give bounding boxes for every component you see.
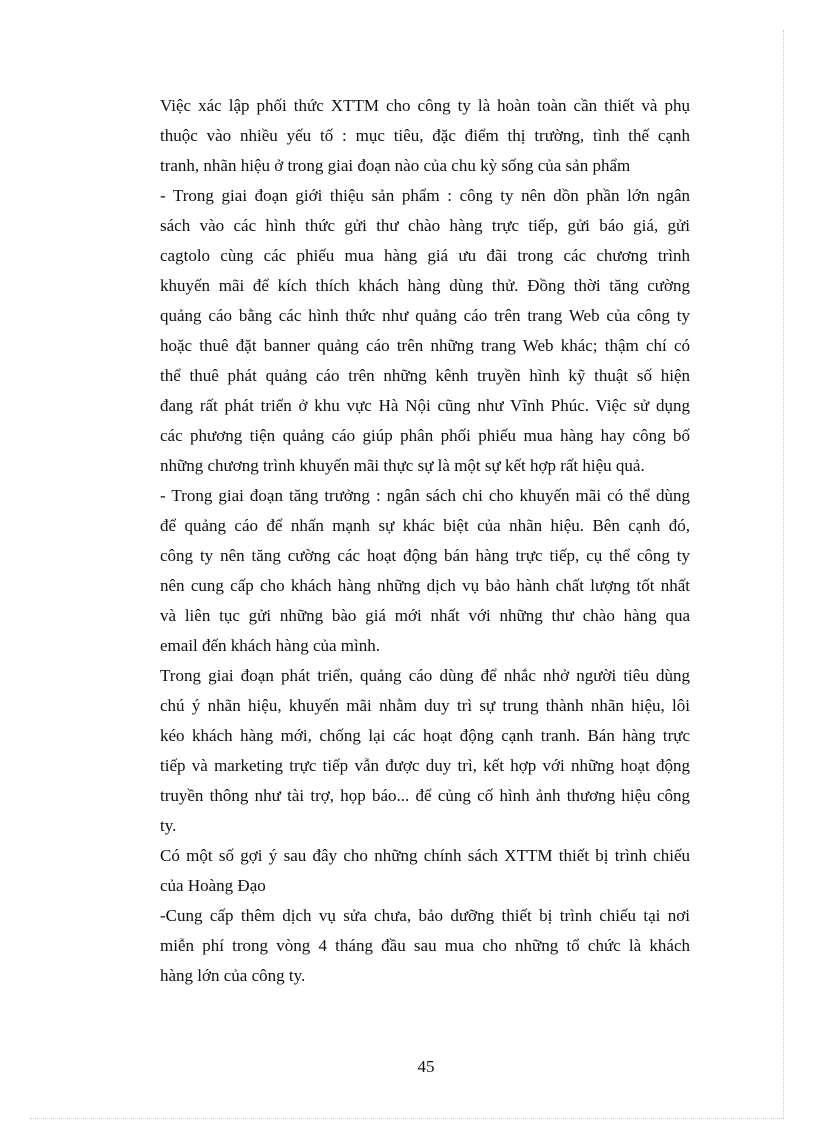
text-line: cagtolo cùng các phiếu mua hàng giá ưu đãi trong các chương trình bbox=[160, 246, 690, 265]
text-line: quảng cáo bằng các hình thức như quảng cáo trên trang Web của công ty bbox=[160, 306, 690, 325]
text-line: và liên tục gửi những bào giá mới nhất với những thư chào hàng qua bbox=[160, 606, 690, 625]
text-line: ty. bbox=[160, 816, 177, 835]
text-line: truyền thông như tài trợ, họp báo... để củng cố hình ảnh thương hiệu công bbox=[160, 786, 690, 805]
text-line: thuộc vào nhiều yếu tố : mục tiêu, đặc điểm thị trường, tình thế cạnh bbox=[160, 126, 690, 145]
text-line: đang rất phát triển ở khu vực Hà Nội cũng như Vĩnh Phúc. Việc sử dụng bbox=[160, 396, 690, 415]
text-line: công ty nên tăng cường các hoạt động bán hàng trực tiếp, cụ thể công ty bbox=[160, 546, 690, 565]
text-line: nên cung cấp cho khách hàng những dịch vụ bảo hành chất lượng tốt nhất bbox=[160, 576, 690, 595]
text-line: để quảng cáo để nhấn mạnh sự khác biệt của nhãn hiệu. Bên cạnh đó, bbox=[160, 516, 690, 535]
text-line: hàng lớn của công ty. bbox=[160, 966, 306, 985]
text-line: Trong giai đoạn phát triển, quảng cáo dùng để nhắc nhở người tiêu dùng bbox=[160, 666, 690, 685]
text-line: kéo khách hàng mới, chống lại các hoạt động cạnh tranh. Bán hàng trực bbox=[160, 726, 690, 745]
text-line: sách vào các hình thức gửi thư chào hàng trực tiếp, gửi báo giá, gửi bbox=[160, 216, 690, 235]
text-line: -Cung cấp thêm dịch vụ sửa chưa, bảo dưỡng thiết bị trình chiếu tại nơi bbox=[160, 906, 690, 925]
page-number: 45 bbox=[417, 1057, 435, 1076]
text-line: các phương tiện quảng cáo giúp phân phối phiếu mua hàng hay công bố bbox=[160, 426, 690, 445]
text-line: của Hoàng Đạo bbox=[160, 876, 266, 895]
text-line: - Trong giai đoạn giới thiệu sản phẩm : công ty nên dồn phần lớn ngân bbox=[160, 186, 690, 205]
text-line: khuyến mãi để kích thích khách hàng dùng thử. Đồng thời tăng cường bbox=[160, 276, 690, 295]
text-line: tranh, nhãn hiệu ở trong giai đoạn nào của chu kỳ sống của sản phẩm bbox=[160, 156, 631, 175]
text-line: hoặc thuê đặt banner quảng cáo trên những trang Web khác; thậm chí có bbox=[160, 336, 690, 355]
text-line: thể thuê phát quảng cáo trên những kênh truyền hình kỹ thuật số hiện bbox=[160, 366, 690, 385]
text-line: Việc xác lập phối thức XTTM cho công ty là hoàn toàn cần thiết và phụ bbox=[160, 96, 690, 115]
text-line: miễn phí trong vòng 4 tháng đầu sau mua cho những tổ chức là khách bbox=[160, 936, 690, 955]
page-border-right bbox=[783, 30, 784, 1118]
page-border-bottom bbox=[30, 1118, 784, 1119]
text-line: Có một số gợi ý sau đây cho những chính sách XTTM thiết bị trình chiếu bbox=[160, 846, 690, 865]
text-line: tiếp và marketing trực tiếp vẫn được duy trì, kết hợp với những hoạt động bbox=[160, 756, 690, 775]
body-text bbox=[160, 91, 690, 991]
text-line: những chương trình khuyến mãi thực sự là một sự kết hợp rất hiệu quả. bbox=[160, 456, 645, 475]
text-line: - Trong giai đoạn tăng trưởng : ngân sách chi cho khuyến mãi có thể dùng bbox=[160, 486, 690, 505]
text-line: chú ý nhãn hiệu, khuyến mãi nhằm duy trì sự trung thành nhãn hiệu, lôi bbox=[160, 696, 690, 715]
text-line: email đến khách hàng của mình. bbox=[160, 636, 380, 655]
